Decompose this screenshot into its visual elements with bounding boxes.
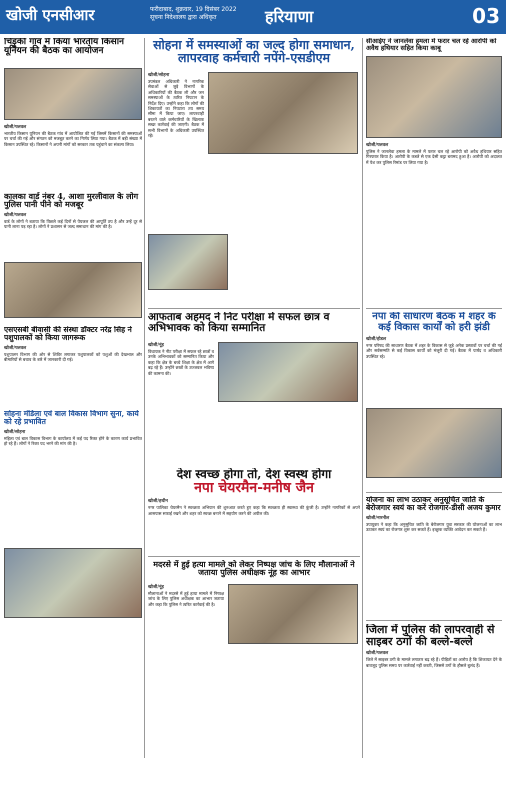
headline: चिड़ुकी गांव में किया भारतीय किसान यूनियन की बैठक का आयोजन: [4, 38, 125, 57]
byline: खोजी/नारनौल: [366, 515, 390, 521]
article-cleanliness: [148, 468, 360, 552]
article-neet-honour: [148, 312, 360, 462]
byline: खोजी/सोहना: [4, 429, 26, 435]
headline: योजना का लाभ उठाकर अनुसूचित जाति के बेरोजगार स्वयं का करें रोजगार-डीसी अजय कुमार: [366, 496, 501, 512]
section-rule: [366, 308, 502, 309]
article-photo: [4, 548, 142, 618]
article-photo: [366, 408, 502, 478]
byline: खोजी/पलवल: [366, 651, 389, 657]
section-rule: [366, 492, 502, 493]
article-body: वार्ड के लोगों ने बताया कि पिछले कई दिनों से पेयजल की आपूर्ति ठप है और उन्हें दूर से पानी लाना पड़ रहा है। लोगों ने प्रशासन से जल्द समाधान की मांग की है।: [4, 218, 142, 230]
article-body: मौलानाओं ने मदरसे में हुई हत्या मामले में निष्पक्ष जांच के लिए पुलिस अधीक्षक का आभार जताया और कहा कि पुलिस ने त्वरित कार्रवाई की है।: [148, 591, 224, 607]
article-photo-2: [148, 234, 228, 290]
byline: खोजी/होडल: [366, 337, 387, 342]
region-title: हरियाणा: [265, 7, 314, 26]
masthead: [0, 0, 506, 34]
byline: खोजी/पलवल: [4, 125, 27, 130]
byline: खोजी/पलवल: [366, 143, 389, 148]
headline: सोहना में समस्याओं का जल्द होगा समाधान, लापरवाह कर्मचारी नपेंगे-एसडीएम: [153, 38, 355, 66]
article-body: उपायुक्त ने कहा कि अनुसूचित जाति के बेरोजगार युवा सरकार की योजनाओं का लाभ उठाकर स्वयं का रोजगार शुरू कर सकते हैं। इच्छुक व्यक्ति आवेदन कर सकते हैं।: [366, 521, 502, 533]
headline: देश स्वच्छ होगा तो, देश स्वस्थ होगा: [176, 468, 332, 481]
article-body: नगर पालिका चेयरमैन ने स्वच्छता अभियान की शुरुआत करते हुए कहा कि स्वच्छता ही स्वास्थ्य की कुंजी है। उन्होंने नागरिकों से अपने आसपास सफाई रखने और शहर को स्वच्छ बनाने में सहयोग करने की अपील की।: [148, 505, 360, 516]
article-body: नगर परिषद की साधारण बैठक में शहर के विकास से जुड़े अनेक प्रस्तावों पर चर्चा की गई और सर्वसम्मति से कई विकास कार्यों को मंजूरी दी गई। बैठक में पार्षद व अधिकारी उपस्थित रहे।: [366, 343, 502, 359]
article-employment-scheme: [366, 496, 502, 616]
article-body: भारतीय किसान यूनियन की बैठक गांव में आयोजित की गई जिसमें किसानों की समस्याओं पर चर्चा की गई और संगठन को मजबूत करने का निर्णय लिया गया। बैठक में बड़ी संख्या में किसान उपस्थित रहे। किसानों ने अपनी मांगों को सरकार तक पहुंचाने का संकल्प लिया।: [4, 131, 142, 147]
article-cia-arrest: [366, 38, 502, 306]
headline: सोहना मंडिला एवं बाल विकास विभाग सुना, कार्य को रहे प्रभावित: [4, 410, 139, 426]
headline-name: नपा चेयरमैन-मनीष जैन: [194, 479, 314, 496]
headline: मदरसे में हुई हत्या मामले को लेकर निष्पक्ष जांच के लिए मौलानाओं ने जताया पुलिस अधीक्षक नूंह का आभार: [153, 560, 355, 578]
headline: जिला में पुलिस की लापरवाही से साइबर ठगों की बल्ले-बल्ले: [366, 624, 495, 648]
byline: खोजी/हथीन: [148, 499, 168, 505]
article-photo: [208, 72, 358, 154]
headline: आफताब अहमद ने निट परीक्षा में सफल छात्र व अभिभावक को किया सम्मानित: [148, 312, 330, 335]
article-body: उपमंडल अधिकारी ने नागरिक सेवाओं से जुड़े विभागों के अधिकारियों की बैठक ली और जन समस्याओं के त्वरित निपटान के निर्देश दिए। उन्होंने कहा कि लोगों की शिकायतों का निपटारा तय समय सीमा में किया जाए। लापरवाही बरतने वाले कर्मचारियों के खिलाफ सख्त कार्रवाई की जाएगी। बैठक में सभी विभागों के अधिकारी उपस्थित रहे।: [148, 79, 204, 139]
date-text: फरीदाबाद, शुक्रवार, 19 दिसंबर 2022: [150, 6, 237, 13]
article-sohna-problems: [148, 38, 360, 306]
byline: खोजी/पलवल: [4, 212, 27, 218]
article-cyber-fraud: [366, 624, 502, 758]
byline: खोजी/सोहना: [148, 73, 170, 78]
byline: खोजी/नूंह: [148, 343, 164, 348]
article-council-meeting: [366, 312, 502, 488]
article-photo: [366, 56, 502, 138]
article-animal-awareness: [4, 326, 142, 406]
byline: खोजी/नूंह: [148, 585, 164, 590]
article-body: पुलिस ने जानलेवा हमला के मामले में फरार चल रहे आरोपी को अवैध हथियार सहित गिरफ्तार किया है। आरोपी के कब्जे से एक देसी कट्टा बरामद हुआ है। आरोपी को अदालत में पेश कर पुलिस रिमांड पर लिया गया है।: [366, 149, 502, 165]
article-water-problem: [4, 192, 142, 322]
newspaper-name: खोजी एनसीआर: [6, 6, 95, 24]
article-photo: [228, 584, 358, 644]
article-photo: [218, 342, 358, 402]
column-rule: [144, 38, 145, 758]
headline: कालका वार्ड नंबर 4, आशा मुरलीवाल के लोग पुलिस पानी पीने को मजबूर: [4, 192, 139, 210]
article-body: विधायक ने नीट परीक्षा में सफल रहे छात्रों व उनके अभिभावकों को सम्मानित किया और कहा कि क्षेत्र के बच्चे शिक्षा के क्षेत्र में आगे बढ़ रहे हैं। उन्होंने छात्रों के उज्जवल भविष्य की कामना की।: [148, 349, 214, 376]
headline: एसएसबी बीवासी की संस्था डॉक्टर नरेंद्र सिंह ने पशुपालकों को किया जागरूक: [4, 326, 132, 342]
section-rule: [148, 308, 360, 309]
article-photo: [4, 262, 142, 318]
article-women-child-dept: [4, 410, 142, 540]
headline: सीआईए ने जानलेवा हमला में फरार चल रहे आरोपी को अवैध हथियार सहित किया काबू: [366, 38, 497, 52]
section-rule: [366, 620, 502, 621]
sub-text: सूचना निदेशालय द्वारा अधिकृत: [150, 14, 217, 21]
article-madrasa-case: [148, 560, 360, 756]
column-rule: [362, 38, 363, 758]
article-photo: [4, 68, 142, 120]
article-body: पशुपालन विभाग की ओर से शिविर लगाकर पशुपालकों को पशुओं की देखभाल और बीमारियों से बचाव के बारे में जानकारी दी गई।: [4, 351, 142, 363]
article-body: जिले में साइबर ठगी के मामले लगातार बढ़ रहे हैं। पीड़ितों का आरोप है कि शिकायत देने के बावजूद पुलिस समय पर कार्रवाई नहीं करती, जिससे ठगों के हौसले बुलंद हैं।: [366, 657, 502, 668]
section-rule: [148, 556, 360, 557]
headline: नपा की साधारण बैठक में शहर के कई विकास कार्यों को हरी झंडी: [372, 312, 496, 333]
article-body: महिला एवं बाल विकास विभाग के कार्यालय में कई पद रिक्त होने के कारण कार्य प्रभावित हो रहे हैं। लोगों ने रिक्त पद भरने की मांग की है।: [4, 435, 142, 447]
article-farmers-meeting: [4, 38, 142, 188]
byline: खोजी/पलवल: [4, 345, 27, 351]
page-number: 03: [472, 4, 500, 28]
date-line: [150, 6, 237, 22]
